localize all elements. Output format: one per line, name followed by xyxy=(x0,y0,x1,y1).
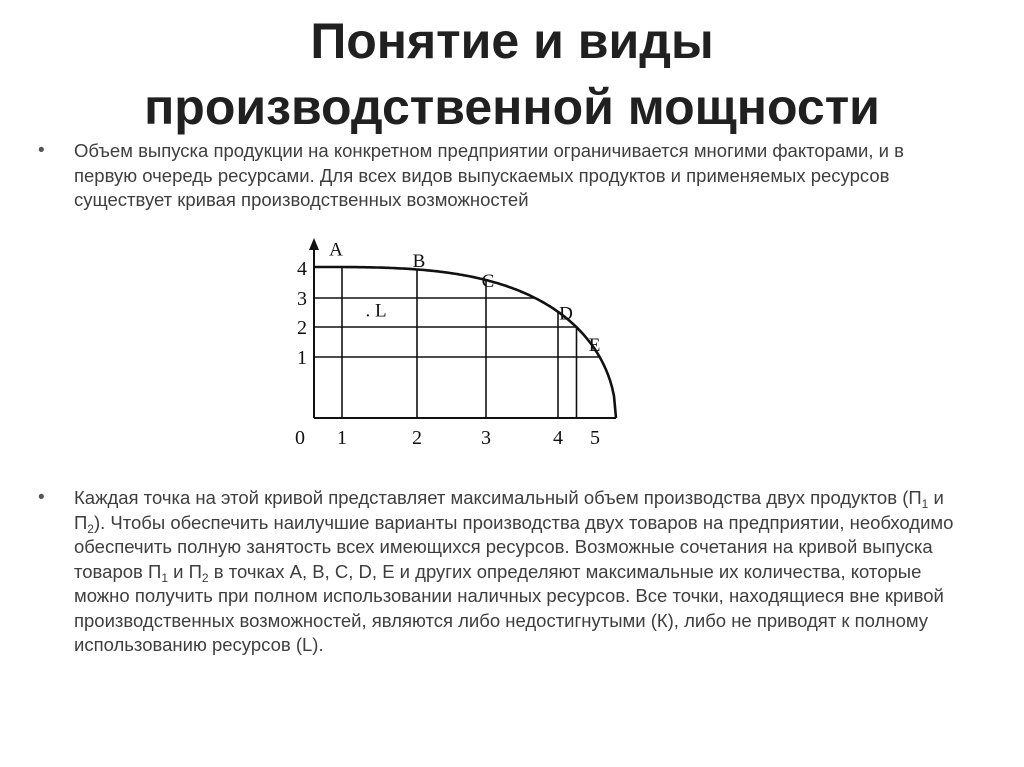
x-tick-label: 4 xyxy=(553,427,563,449)
production-possibilities-curve xyxy=(314,267,616,418)
title-line-1: Понятие и виды xyxy=(310,13,714,69)
y-tick-label: 4 xyxy=(297,258,307,280)
bullet-item-2 xyxy=(38,486,968,658)
y-tick-label: 2 xyxy=(297,317,307,339)
curve-point-label: C xyxy=(481,271,495,292)
curve-point-label: A xyxy=(329,239,343,261)
x-tick-label: 2 xyxy=(412,427,422,449)
curve-point-label: D xyxy=(559,303,573,325)
chart-grid xyxy=(314,267,600,418)
chart-axes xyxy=(309,238,616,418)
bullet-item-1 xyxy=(38,139,968,213)
x-tick-label: 1 xyxy=(337,427,347,449)
x-tick-label: 3 xyxy=(481,427,491,449)
slide-title xyxy=(0,8,1024,140)
x-tick-label: 0 xyxy=(295,427,305,449)
bullet-marker: • xyxy=(38,487,45,508)
bullet-text: Объем выпуска продукции на конкретном предприятии ограничивается многими факторами, и в первую очередь ресурсами. Для всех видов выпускаемых продуктов и применяемых ресурсов существует кривая производственных возможностей xyxy=(74,140,904,210)
y-axis-arrow xyxy=(309,238,319,250)
interior-point-label: . L xyxy=(365,300,387,322)
title-line-2: производственной мощности xyxy=(144,79,880,135)
y-tick-label: 3 xyxy=(297,288,307,310)
y-tick-label: 1 xyxy=(297,347,307,369)
x-tick-label: 5 xyxy=(590,427,600,449)
bullet-text: Каждая точка на этой кривой представляет максимальный объем производства двух продуктов ($П_1$ и $П_2$). Чтобы обеспечить наилучшие варианты производства двух товаров на предприятии, необходимо обеспечить полную занятость всех имеющихся ресурсов. Возможные сочетания на кривой выпуска товаров $П_1$ и $П_2$ в точках А, В, С, D, Е и других определяют максимальные их количества, которые можно получить при полном использовании наличных ресурсов. Все точки, находящиеся вне кривой производственных возможностей, являются либо недостигнутыми (К), либо не приводят к полному использованию ресурсов (L). xyxy=(74,487,954,655)
curve-point-label: B xyxy=(412,251,426,272)
bullet-marker: • xyxy=(38,140,45,161)
chart-curve-layer xyxy=(314,267,616,418)
curve-point-label: E xyxy=(588,335,601,356)
production-possibilities-chart xyxy=(280,232,640,452)
